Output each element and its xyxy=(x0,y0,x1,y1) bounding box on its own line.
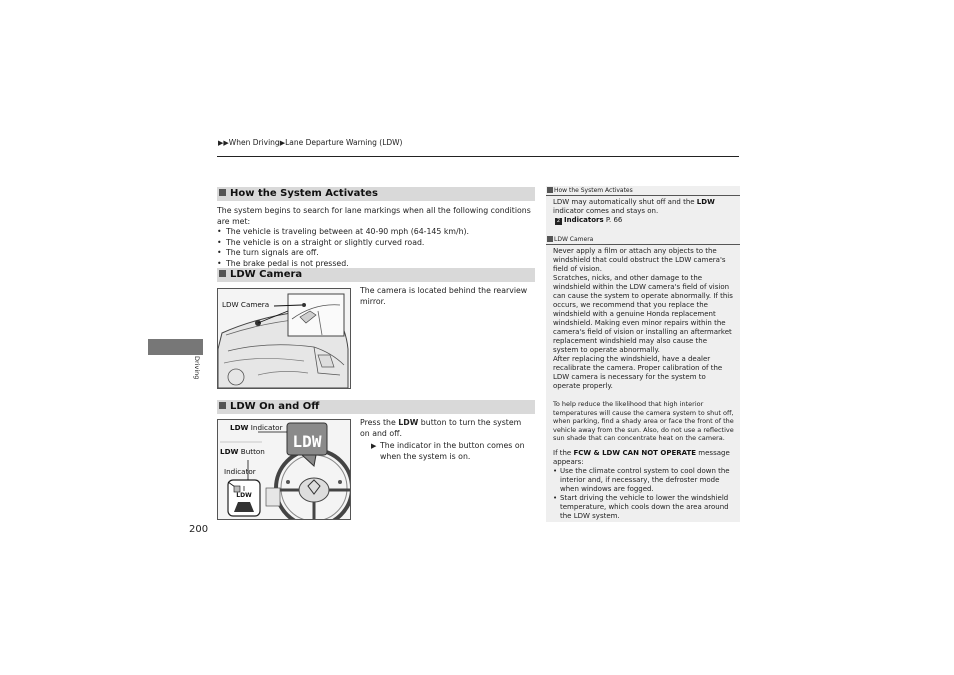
cross-reference-icon: 2 xyxy=(556,218,561,224)
label-bold: LDW xyxy=(230,423,249,432)
note2-paragraph: Never apply a film or attach any objects to the windshield that could obstruct the LDW camera's field of vision. xyxy=(553,247,726,273)
text-pre: Press the xyxy=(360,418,399,427)
note2-paragraph: Scratches, nicks, and other damage to the windshield within the LDW camera's field of vision can cause the system to operate abnormally. If this occurs, we recommend that you replace the windshield with a genuine Honda replacement windshield. Making even minor repairs within the camera's field of vision or installing an aftermarket replacement windshield may also cause the system to operate abnormally. xyxy=(553,274,733,354)
msg-bold: FCW & LDW CAN NOT OPERATE xyxy=(573,448,697,457)
list-item: • The turn signals are off. xyxy=(217,248,537,259)
page-number: 200 xyxy=(189,524,209,535)
camera-text: The camera is located behind the rearview mirror. xyxy=(360,286,528,306)
note1-text xyxy=(553,198,734,216)
reference-page: P. 66 xyxy=(603,216,623,224)
section-title: How the System Activates xyxy=(230,188,378,199)
note-heading-activates xyxy=(546,186,740,196)
note-body-activates xyxy=(546,196,740,225)
note-icon xyxy=(547,236,553,242)
camera-figure-label: LDW Camera xyxy=(222,300,270,309)
ldw-indicator-label xyxy=(230,423,283,432)
activates-body xyxy=(217,206,537,269)
note-icon xyxy=(547,187,553,193)
label-bold: LDW xyxy=(220,447,239,456)
breadcrumb-arrows: ▶▶ xyxy=(218,139,229,147)
onoff-subnote xyxy=(360,441,532,462)
section-square-icon xyxy=(219,189,226,196)
msg-pre: If the xyxy=(553,448,574,457)
breadcrumb xyxy=(218,138,403,147)
list-item: • The vehicle is traveling between at 40-90 mph (64-145 km/h). xyxy=(217,227,537,238)
section-heading-camera xyxy=(217,268,535,282)
subnote-text: The indicator in the button comes on when the system is on. xyxy=(380,441,525,461)
indicator-label: Indicator xyxy=(224,467,256,476)
text-bold: LDW xyxy=(398,418,419,427)
list-item: • The brake pedal is not pressed. xyxy=(217,259,537,270)
small-ldw-button-text: LDW xyxy=(236,492,252,499)
section-title: LDW Camera xyxy=(230,269,303,280)
conditions-list xyxy=(217,227,537,269)
breadcrumb-part2[interactable]: Lane Departure Warning (LDW) xyxy=(285,138,403,147)
list-item: • The vehicle is on a straight or slightly curved road. xyxy=(217,238,537,249)
note1-post: indicator comes and stays on. xyxy=(553,207,659,215)
label-rest: Button xyxy=(238,447,265,456)
section-heading-activates xyxy=(217,187,535,201)
note-heading-text: LDW Camera xyxy=(554,236,594,243)
note-body-camera xyxy=(546,245,740,521)
onoff-instruction xyxy=(360,418,532,439)
section-square-icon xyxy=(219,402,226,409)
activates-intro: The system begins to search for lane markings when all the following conditions are met: xyxy=(217,206,531,226)
note1-pre: LDW may automatically shut off and the xyxy=(553,198,697,206)
camera-figure xyxy=(217,288,351,389)
big-ldw-indicator-text: LDW xyxy=(292,432,322,451)
list-item: • Start driving the vehicle to lower the windshield temperature, which cools down the area around the LDW system. xyxy=(553,494,734,521)
note1-reference[interactable] xyxy=(553,216,734,225)
note-heading-text: How the System Activates xyxy=(554,187,633,194)
note-heading-camera xyxy=(546,235,740,245)
onoff-figure xyxy=(217,419,351,520)
list-item: • Use the climate control system to cool down the interior and, if necessary, the defroster mode when windows are fogged. xyxy=(553,467,734,494)
reference-title[interactable]: Indicators xyxy=(564,216,604,224)
breadcrumb-part1[interactable]: When Driving xyxy=(228,138,280,147)
section-square-icon xyxy=(219,270,226,277)
header-rule xyxy=(217,156,739,157)
side-tab xyxy=(148,339,203,355)
text-post: button to turn the system on and off. xyxy=(360,418,522,438)
section-title: LDW On and Off xyxy=(230,401,320,412)
label-rest: Indicator xyxy=(248,423,283,432)
subnote-arrow-icon: ▶ xyxy=(371,442,377,450)
breadcrumb-separator: ▶ xyxy=(279,139,286,147)
note2-paragraph: After replacing the windshield, have a dealer recalibrate the camera. Proper calibration of the LDW camera is necessary for the system to operate properly. xyxy=(553,355,723,390)
section-heading-onoff xyxy=(217,400,535,414)
note2-paragraph: To help reduce the likelihood that high interior temperatures will cause the camera system to shut off, when parking, find a shady area or face the front of the vehicle away from the sun. Also, do not use a reflective sun shade that can concentrate heat on the camera. xyxy=(553,400,734,442)
note2-bullets xyxy=(553,467,734,521)
side-tab-label: Driving xyxy=(193,356,201,380)
note2-message xyxy=(553,449,734,467)
msg-post: message appears: xyxy=(553,448,730,466)
note1-bold: LDW xyxy=(696,198,715,206)
notes-column xyxy=(546,186,740,522)
ldw-button-label xyxy=(220,447,265,456)
onoff-text xyxy=(360,418,532,462)
